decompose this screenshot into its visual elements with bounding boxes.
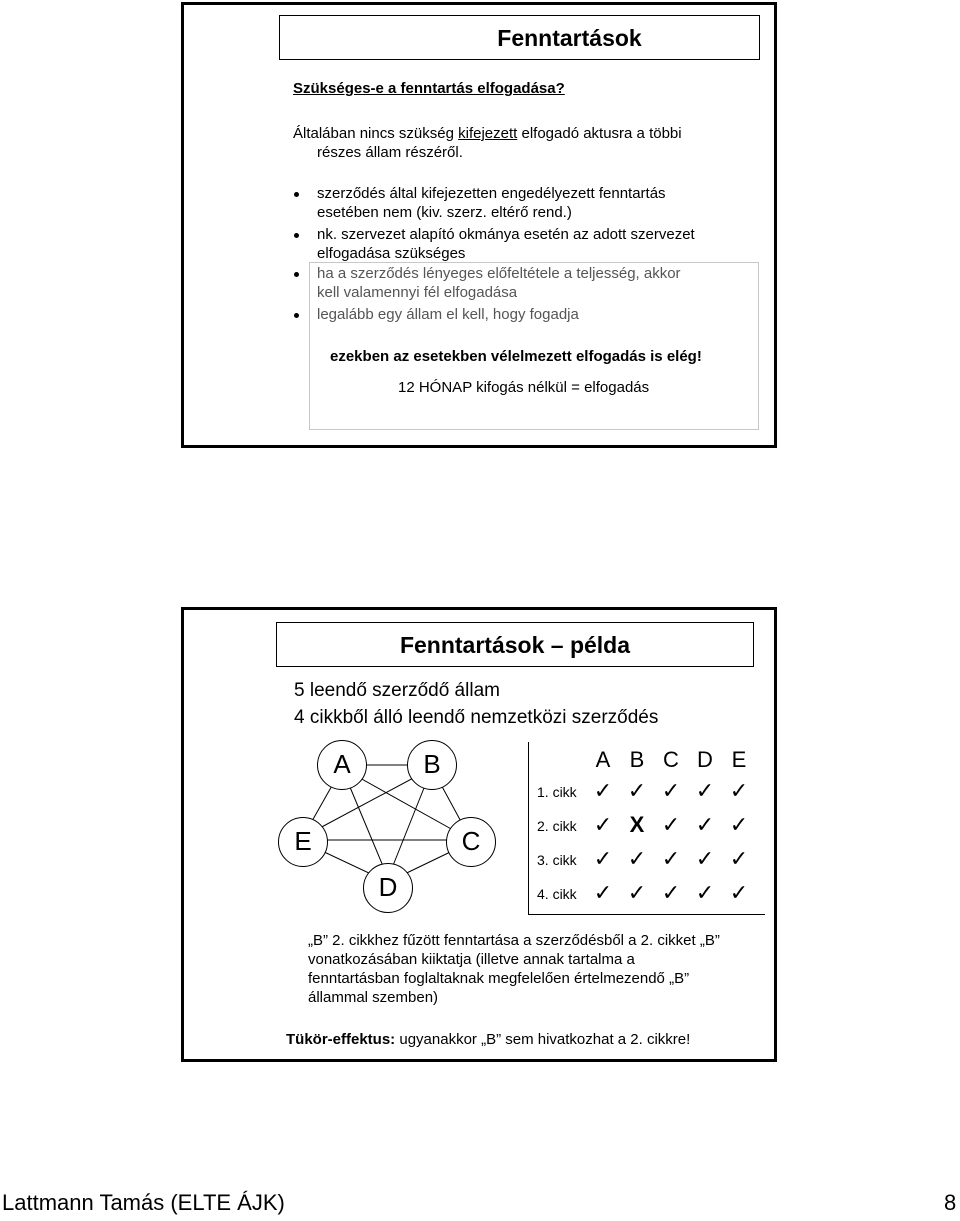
reservation-table (528, 742, 765, 915)
slide-2 (181, 607, 777, 1062)
node-e: E (278, 817, 328, 867)
bullet-dot (294, 233, 299, 238)
node-c: C (446, 817, 496, 867)
articles-line: 4 cikkből álló leendő nemzetközi szerződés (294, 707, 659, 728)
table-cell-check: ✓ (729, 846, 749, 871)
table-cell-check: ✓ (729, 880, 749, 905)
intro-text-a: Általában nincs szükség (293, 125, 459, 142)
explanation-line-1: „B” 2. cikkhez fűzött fenntartása a szerződésből a 2. cikket „B” (308, 932, 720, 949)
col-header-c: C (663, 747, 679, 772)
intro-line-1 (293, 125, 682, 142)
table-cell-check: ✓ (593, 880, 613, 905)
table-cell-reservation-x: X (629, 812, 645, 837)
node-d: D (363, 863, 413, 913)
intro-underlined-word: kifejezett (458, 125, 518, 142)
mirror-effect-line (286, 1031, 690, 1048)
table-cell-check: ✓ (661, 846, 681, 871)
bullet-dot (294, 272, 299, 277)
explanation-line-3: fenntartásban foglaltaknak megfelelően értelmezendő „B” (308, 970, 690, 987)
table-cell-check: ✓ (627, 778, 647, 803)
mirror-effect-label: Tükör-effektus: (286, 1031, 396, 1048)
bullet-1-line-2: esetében nem (kiv. szerz. eltérő rend.) (317, 204, 572, 221)
sub-bullet-2: legalább egy állam el kell, hogy fogadja (317, 306, 579, 323)
col-header-b: B (629, 747, 645, 772)
table-cell-check: ✓ (661, 880, 681, 905)
bullet-dot (294, 313, 299, 318)
intro-text-b: elfogadó aktusra a többi (517, 125, 682, 142)
col-header-a: A (595, 747, 611, 772)
states-line: 5 leendő szerződő állam (294, 680, 500, 701)
table-cell-check: ✓ (627, 880, 647, 905)
bullet-1-line-1: szerződés által kifejezetten engedélyezett fenntartás (317, 185, 666, 202)
table-cell-check: ✓ (729, 778, 749, 803)
slide-1 (181, 2, 777, 448)
row-label-1: 1. cikk (537, 784, 577, 800)
table-cell-check: ✓ (593, 846, 613, 871)
sub-bullet-1-line-2: kell valamennyi fél elfogadása (317, 284, 518, 301)
table-cell-check: ✓ (729, 812, 749, 837)
footer-page-number: 8 (944, 1190, 957, 1215)
explanation-line-2: vonatkozásában kiiktatja (illetve annak tartalma a (308, 951, 635, 968)
table-cell-check: ✓ (661, 778, 681, 803)
slide-2-title: Fenntartások – példa (399, 632, 631, 658)
footer-author: Lattmann Tamás (ELTE ÁJK) (2, 1190, 285, 1215)
table-cell-check: ✓ (695, 846, 715, 871)
bullet-dot (294, 192, 299, 197)
intro-line-2: részes állam részéről. (317, 144, 463, 161)
row-label-4: 4. cikk (537, 886, 577, 902)
row-label-2: 2. cikk (537, 818, 577, 834)
bullet-2-line-2: elfogadása szükséges (317, 245, 466, 262)
presumed-acceptance-note: ezekben az esetekben vélelmezett elfogadás is elég! (330, 348, 702, 365)
slide-1-title-box (279, 15, 760, 60)
table-cell-check: ✓ (661, 812, 681, 837)
col-header-e: E (731, 747, 747, 772)
bullet-2-line-1: nk. szervezet alapító okmánya esetén az adott szervezet (317, 226, 695, 243)
table-cell-check: ✓ (593, 812, 613, 837)
col-header-d: D (697, 747, 713, 772)
table-cell-check: ✓ (627, 846, 647, 871)
mirror-effect-text: ugyanakkor „B” sem hivatkozhat a 2. cikkre! (395, 1031, 691, 1048)
sub-bullet-1-line-1: ha a szerződés lényeges előfeltétele a teljesség, akkor (317, 265, 681, 282)
table-cell-check: ✓ (593, 778, 613, 803)
node-b: B (407, 740, 457, 790)
table-cell-check: ✓ (695, 812, 715, 837)
node-a: A (317, 740, 367, 790)
table-cell-check: ✓ (695, 880, 715, 905)
twelve-month-note: 12 HÓNAP kifogás nélkül = elfogadás (398, 379, 650, 396)
explanation-line-4: állammal szemben) (308, 989, 439, 1006)
question-heading: Szükséges-e a fenntartás elfogadása? (293, 80, 565, 97)
row-label-3: 3. cikk (537, 852, 577, 868)
table-cell-check: ✓ (695, 778, 715, 803)
slide-1-title: Fenntartások (497, 25, 642, 51)
